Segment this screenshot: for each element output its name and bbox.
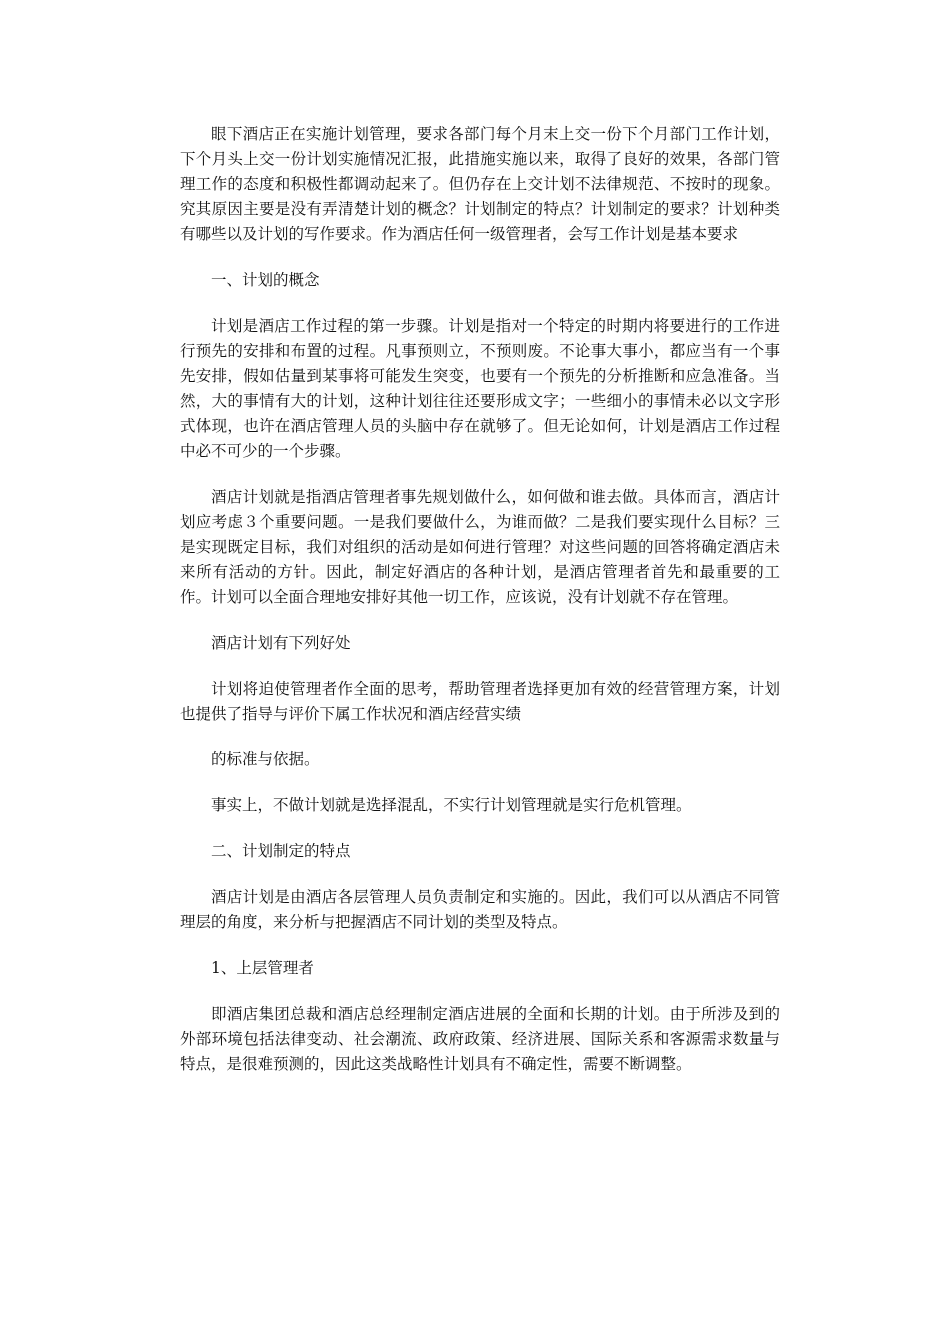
benefits-paragraph-1: 计划将迫使管理者作全面的思考，帮助管理者选择更加有效的经营管理方案，计划也提供了指导与评价下属工作状况和酒店经营实绩 [180,680,780,723]
section-heading-characteristics: 二、计划制定的特点 [211,842,351,860]
benefits-heading: 酒店计划有下列好处 [211,634,351,652]
benefits-paragraph-2: 事实上，不做计划就是选择混乱，不实行计划管理就是实行危机管理。 [211,796,692,814]
characteristics-paragraph-1: 酒店计划是由酒店各层管理人员负责制定和实施的。因此，我们可以从酒店不同管理层的角度，来分析与把握酒店不同计划的类型及特点。 [180,888,780,931]
concept-paragraph-2: 酒店计划就是指酒店管理者事先规划做什么，如何做和谁去做。具体而言，酒店计划应考虑３个重要问题。一是我们要做什么，为谁而做？二是我们要实现什么目标？三是实现既定目标，我们对组织的活动是如何进行管理？对这些问题的回答将确定酒店未来所有活动的方针。因此，制定好酒店的各种计划，是酒店管理者首先和最重要的工作。计划可以全面合理地安排好其他一切工作，应该说，没有计划就不存在管理。 [180,488,780,606]
subheading-upper-management: 1、上层管理者 [211,959,314,977]
intro-paragraph: 眼下酒店正在实施计划管理，要求各部门每个月末上交一份下个月部门工作计划，下个月头上交一份计划实施情况汇报，此措施实施以来，取得了良好的效果，各部门管理工作的态度和积极性都调动起来了。但仍存在上交计划不法律规范、不按时的现象。究其原因主要是没有弄清楚计划的概念？计划制定的特点？计划制定的要求？计划种类有哪些以及计划的写作要求。作为酒店任何一级管理者，会写工作计划是基本要求 [180,125,780,243]
benefits-paragraph-1-continuation: 的标准与依据。 [211,750,320,768]
document-body [180,122,780,1098]
section-heading-concept: 一、计划的概念 [211,271,320,289]
upper-management-paragraph: 即酒店集团总裁和酒店总经理制定酒店进展的全面和长期的计划。由于所涉及到的外部环境包括法律变动、社会潮流、政府政策、经济进展、国际关系和客源需求数量与特点，是很难预测的，因此这类战略性计划具有不确定性，需要不断调整。 [180,1005,780,1073]
concept-paragraph-1: 计划是酒店工作过程的第一步骤。计划是指对一个特定的时期内将要进行的工作进行预先的安排和布置的过程。凡事预则立，不预则废。不论事大事小，都应当有一个事先安排，假如估量到某事将可能发生突变，也要有一个预先的分析推断和应急准备。当然，大的事情有大的计划，这种计划往往还要形成文字；一些细小的事情未必以文字形式体现，也许在酒店管理人员的头脑中存在就够了。但无论如何，计划是酒店工作过程中必不可少的一个步骤。 [180,317,780,460]
